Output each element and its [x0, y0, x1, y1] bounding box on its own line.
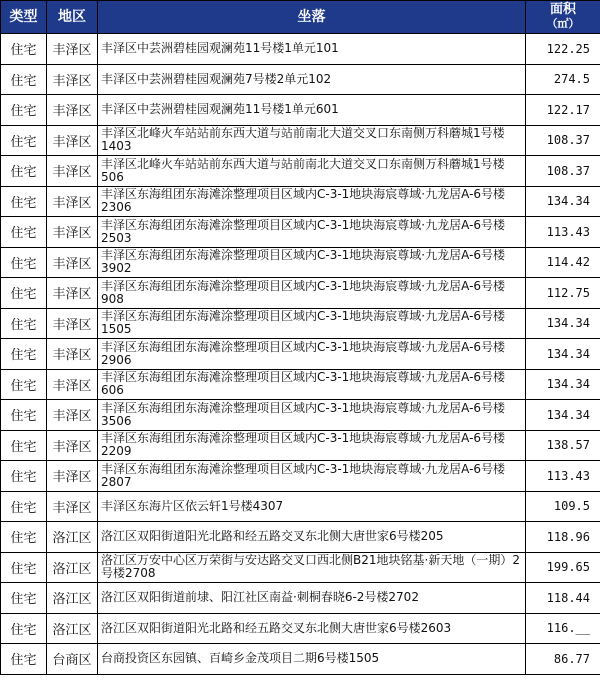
cell-location: 丰泽区东海片区依云轩1号楼4307 — [98, 491, 526, 522]
cell-type: 住宅 — [1, 491, 47, 522]
cell-type: 住宅 — [1, 583, 47, 614]
cell-location: 丰泽区东海组团东海滩涂整理项目区域内C-3-1地块海宸尊域·九龙居A-6号楼606 — [98, 369, 526, 400]
table-row — [1, 156, 600, 187]
cell-type: 住宅 — [1, 461, 47, 492]
column-header-region: 地区 — [47, 1, 98, 34]
cell-region: 洛江区 — [47, 613, 98, 644]
cell-type: 住宅 — [1, 613, 47, 644]
table-body — [1, 34, 600, 675]
cell-area: 118.96 — [526, 522, 600, 553]
cell-type: 住宅 — [1, 125, 47, 156]
cell-region: 丰泽区 — [47, 64, 98, 95]
cell-location: 洛江区双阳街道前埭、阳江社区南益·刺桐春晓6-2号楼2702 — [98, 583, 526, 614]
cell-area: 122.25 — [526, 34, 600, 65]
cell-location: 洛江区万安中心区万荣街与安达路交叉口西北侧B21地块铭基·新天地（一期）2号楼2708 — [98, 552, 526, 583]
cell-type: 住宅 — [1, 217, 47, 248]
area-header-unit: （㎡） — [546, 17, 580, 30]
cell-region: 丰泽区 — [47, 461, 98, 492]
table-row — [1, 522, 600, 553]
cell-location: 洛江区双阳街道阳光北路和经五路交叉东北侧大唐世家6号楼205 — [98, 522, 526, 553]
cell-type: 住宅 — [1, 522, 47, 553]
cell-type: 住宅 — [1, 308, 47, 339]
column-header-area — [526, 1, 600, 34]
cell-region: 台商区 — [47, 644, 98, 675]
cell-region: 丰泽区 — [47, 125, 98, 156]
cell-location: 丰泽区东海组团东海滩涂整理项目区域内C-3-1地块海宸尊域·九龙居A-6号楼3902 — [98, 247, 526, 278]
cell-area: 108.37 — [526, 156, 600, 187]
cell-region: 洛江区 — [47, 583, 98, 614]
table-row — [1, 64, 600, 95]
cell-location: 丰泽区北峰火车站站前东西大道与站前南北大道交叉口东南侧万科蘑城1号楼506 — [98, 156, 526, 187]
cell-region: 丰泽区 — [47, 278, 98, 309]
cell-region: 丰泽区 — [47, 156, 98, 187]
cell-location: 丰泽区东海组团东海滩涂整理项目区域内C-3-1地块海宸尊域·九龙居A-6号楼2807 — [98, 461, 526, 492]
cell-type: 住宅 — [1, 278, 47, 309]
cell-location: 丰泽区东海组团东海滩涂整理项目区域内C-3-1地块海宸尊域·九龙居A-6号楼2209 — [98, 430, 526, 461]
cell-area: 114.42 — [526, 247, 600, 278]
cell-area: 122.17 — [526, 95, 600, 126]
cell-area: 274.5 — [526, 64, 600, 95]
table-row — [1, 552, 600, 583]
cell-location: 丰泽区东海组团东海滩涂整理项目区域内C-3-1地块海宸尊域·九龙居A-6号楼3506 — [98, 400, 526, 431]
cell-region: 丰泽区 — [47, 34, 98, 65]
cell-region: 洛江区 — [47, 552, 98, 583]
cell-type: 住宅 — [1, 186, 47, 217]
table-row — [1, 339, 600, 370]
cell-location: 丰泽区北峰火车站站前东西大道与站前南北大道交叉口东南侧万科蘑城1号楼1403 — [98, 125, 526, 156]
cell-area: 138.57 — [526, 430, 600, 461]
cell-location: 丰泽区东海组团东海滩涂整理项目区域内C-3-1地块海宸尊域·九龙居A-6号楼1505 — [98, 308, 526, 339]
cell-area: 134.34 — [526, 186, 600, 217]
table-row — [1, 247, 600, 278]
cell-location: 丰泽区东海组团东海滩涂整理项目区域内C-3-1地块海宸尊域·九龙居A-6号楼908 — [98, 278, 526, 309]
cell-area: 118.44 — [526, 583, 600, 614]
cell-area: 116.__ — [526, 613, 600, 644]
cell-type: 住宅 — [1, 552, 47, 583]
cell-area: 134.34 — [526, 400, 600, 431]
table-row — [1, 491, 600, 522]
cell-location: 丰泽区东海组团东海滩涂整理项目区域内C-3-1地块海宸尊域·九龙居A-6号楼2503 — [98, 217, 526, 248]
table-row — [1, 308, 600, 339]
table-row — [1, 217, 600, 248]
cell-type: 住宅 — [1, 34, 47, 65]
cell-area: 113.43 — [526, 461, 600, 492]
cell-region: 丰泽区 — [47, 308, 98, 339]
table-header-row — [1, 1, 600, 34]
cell-area: 109.5 — [526, 491, 600, 522]
column-header-location: 坐落 — [98, 1, 526, 34]
cell-area: 86.77 — [526, 644, 600, 675]
table-row — [1, 583, 600, 614]
table-row — [1, 644, 600, 675]
table-row — [1, 278, 600, 309]
cell-area: 134.34 — [526, 369, 600, 400]
cell-area: 113.43 — [526, 217, 600, 248]
cell-location: 台商投资区东园镇、百崎乡金茂项目二期6号楼1505 — [98, 644, 526, 675]
cell-location: 洛江区双阳街道阳光北路和经五路交叉东北侧大唐世家6号楼2603 — [98, 613, 526, 644]
cell-type: 住宅 — [1, 644, 47, 675]
cell-type: 住宅 — [1, 156, 47, 187]
table-row — [1, 34, 600, 65]
cell-area: 134.34 — [526, 308, 600, 339]
cell-region: 洛江区 — [47, 522, 98, 553]
table-row — [1, 95, 600, 126]
cell-region: 丰泽区 — [47, 430, 98, 461]
cell-type: 住宅 — [1, 430, 47, 461]
cell-type: 住宅 — [1, 339, 47, 370]
table-row — [1, 613, 600, 644]
cell-region: 丰泽区 — [47, 491, 98, 522]
table-row — [1, 186, 600, 217]
cell-region: 丰泽区 — [47, 339, 98, 370]
cell-region: 丰泽区 — [47, 400, 98, 431]
cell-region: 丰泽区 — [47, 95, 98, 126]
cell-location: 丰泽区东海组团东海滩涂整理项目区域内C-3-1地块海宸尊域·九龙居A-6号楼2906 — [98, 339, 526, 370]
cell-type: 住宅 — [1, 247, 47, 278]
cell-area: 134.34 — [526, 339, 600, 370]
cell-type: 住宅 — [1, 95, 47, 126]
cell-area: 112.75 — [526, 278, 600, 309]
cell-type: 住宅 — [1, 64, 47, 95]
table-row — [1, 400, 600, 431]
cell-area: 108.37 — [526, 125, 600, 156]
cell-region: 丰泽区 — [47, 247, 98, 278]
cell-location: 丰泽区中芸洲碧桂园观澜苑11号楼1单元601 — [98, 95, 526, 126]
table-row — [1, 369, 600, 400]
cell-type: 住宅 — [1, 400, 47, 431]
cell-type: 住宅 — [1, 369, 47, 400]
area-header-label: 面积 — [549, 2, 576, 17]
cell-area: 199.65 — [526, 552, 600, 583]
table-row — [1, 125, 600, 156]
cell-location: 丰泽区中芸洲碧桂园观澜苑11号楼1单元101 — [98, 34, 526, 65]
cell-region: 丰泽区 — [47, 186, 98, 217]
cell-location: 丰泽区中芸洲碧桂园观澜苑7号楼2单元102 — [98, 64, 526, 95]
cell-region: 丰泽区 — [47, 369, 98, 400]
table-row — [1, 430, 600, 461]
cell-location: 丰泽区东海组团东海滩涂整理项目区域内C-3-1地块海宸尊域·九龙居A-6号楼2306 — [98, 186, 526, 217]
cell-region: 丰泽区 — [47, 217, 98, 248]
column-header-type: 类型 — [1, 1, 47, 34]
table-row — [1, 461, 600, 492]
